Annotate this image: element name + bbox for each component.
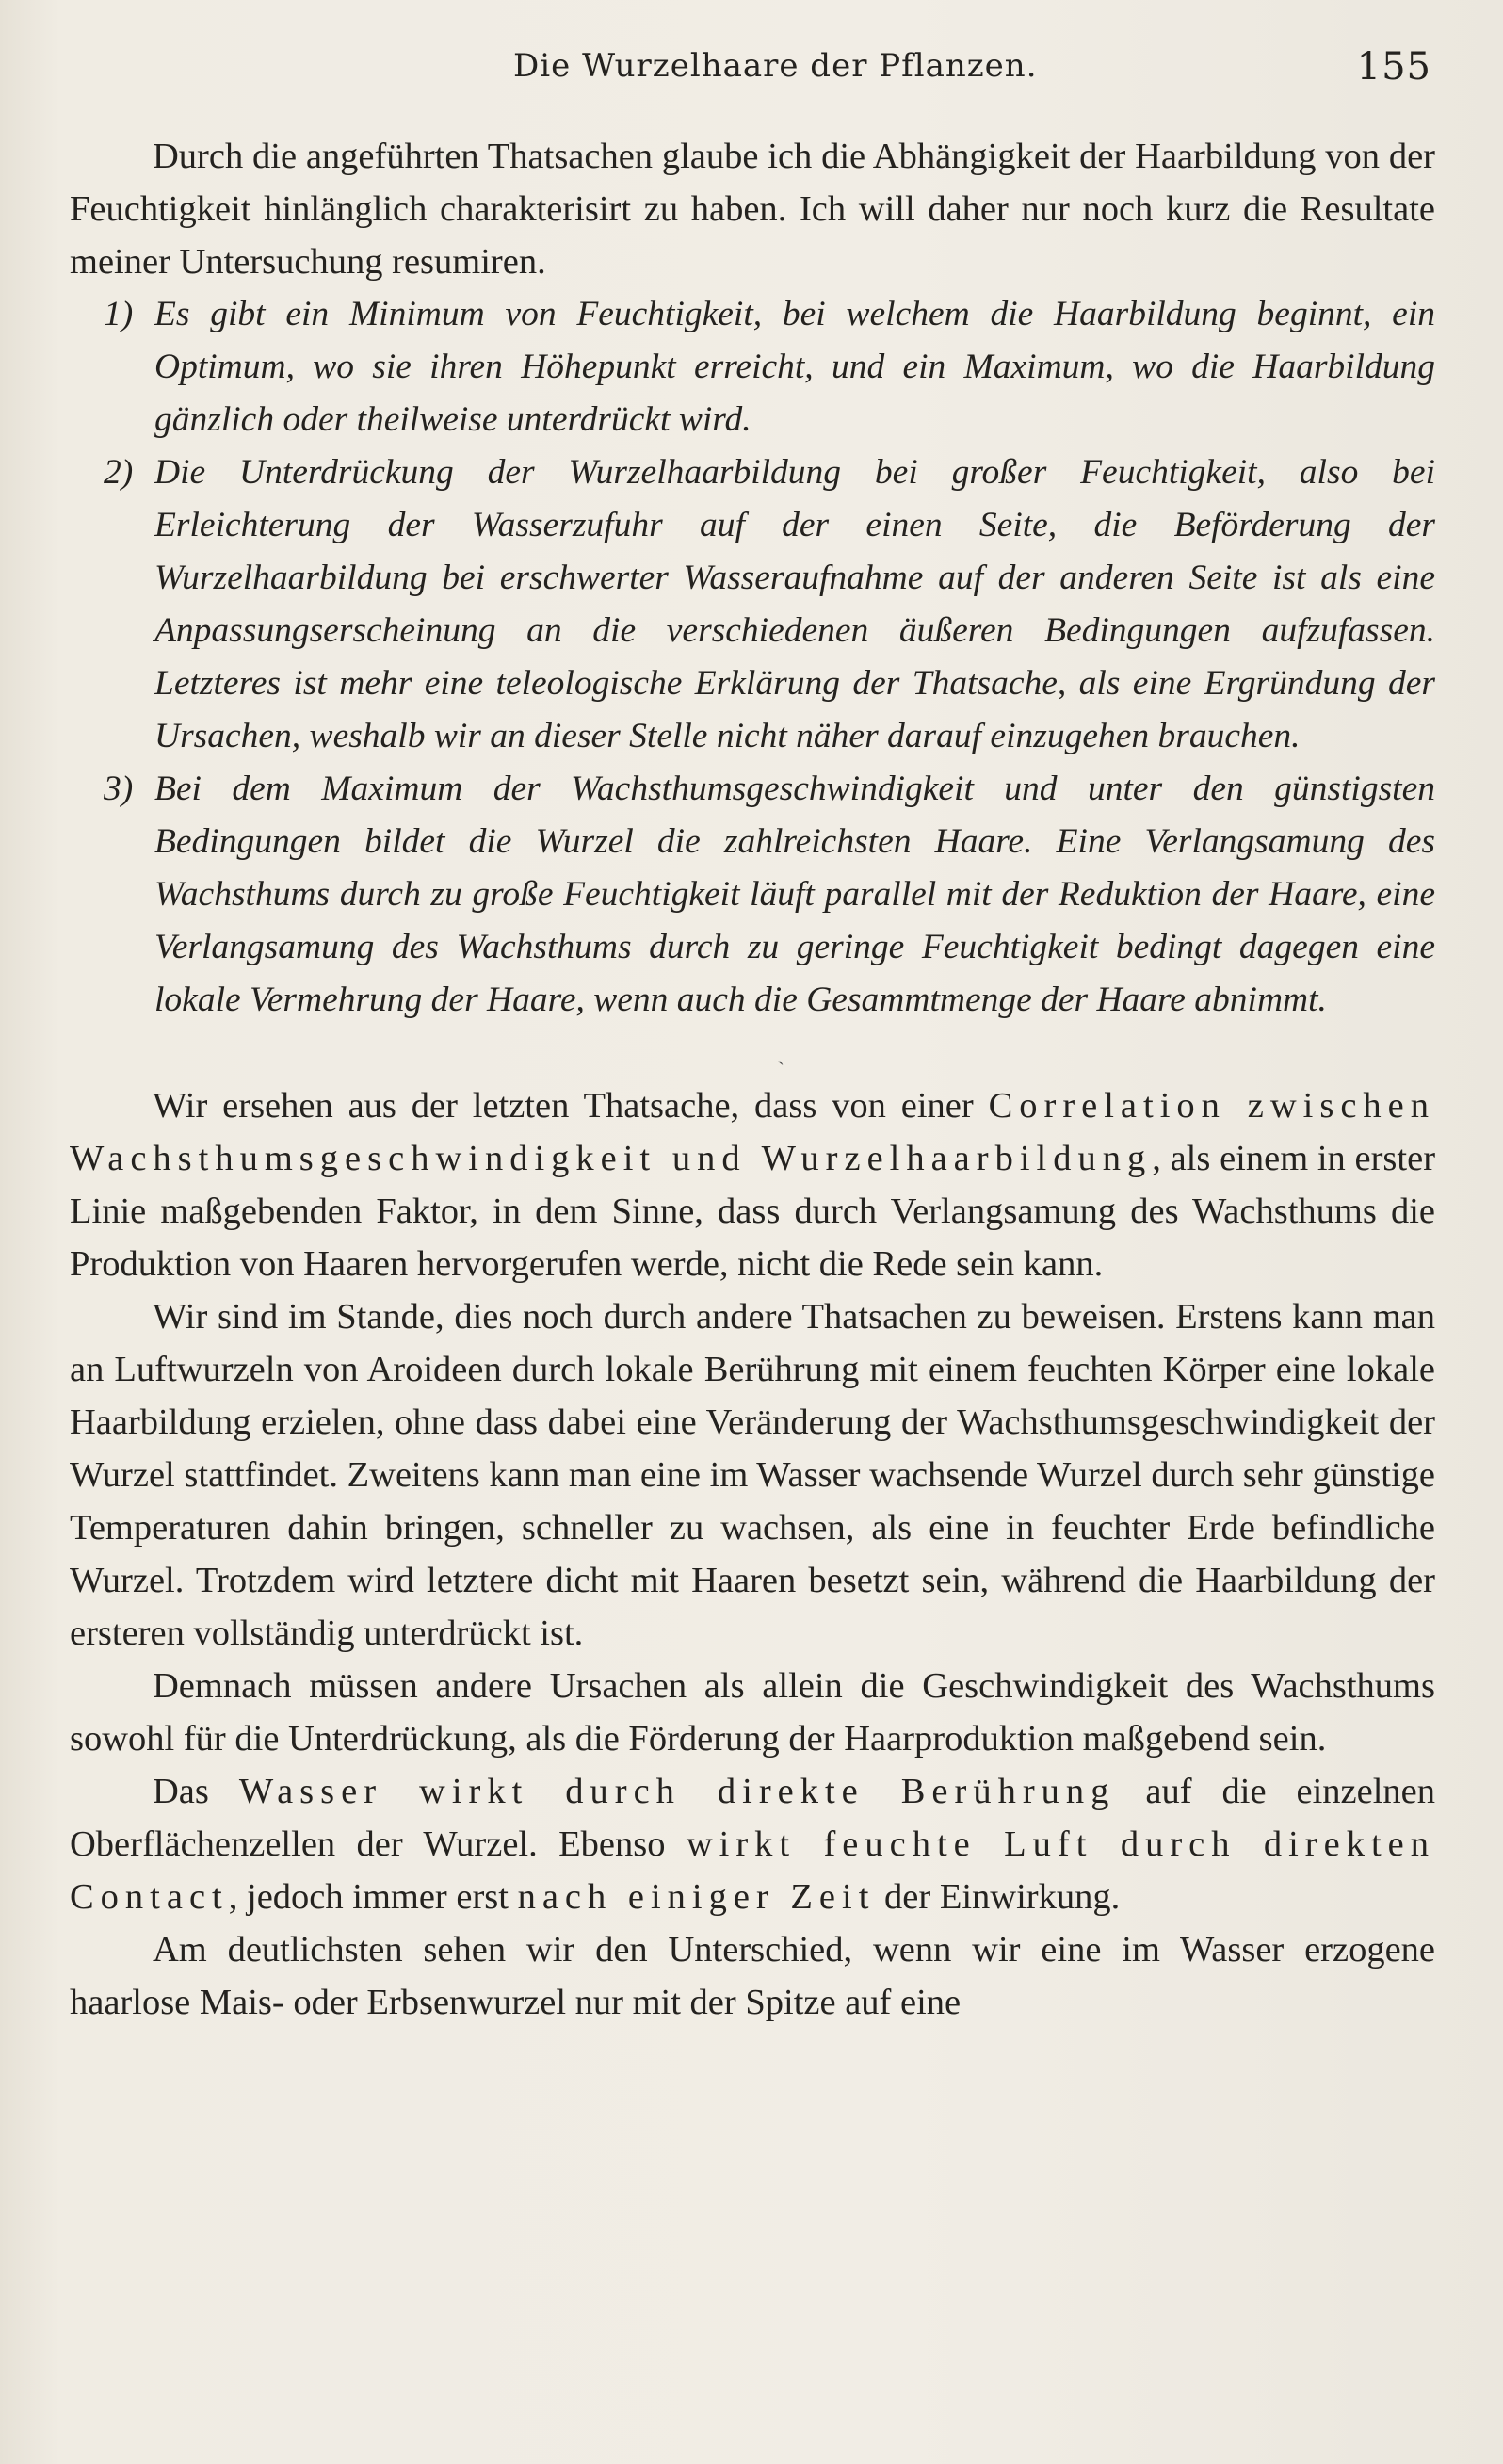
paragraph-text: auf die einzelnen Oberflächenzellen der Wurzel. Ebenso (70, 1772, 1435, 1864)
result-text: Es gibt ein Minimum von Feuchtigkeit, bei welchem die Haarbildung beginnt, ein Optimum, wo sie ihren Höhepunkt erreicht, und ein Maximum, wo die Haarbildung gänzlich oder theilweise unterdrückt wird. (154, 295, 1435, 439)
paragraph-text: , jedoch immer erst (228, 1877, 518, 1917)
evidence-paragraph: Wir sind im Stande, dies noch durch andere Thatsachen zu beweisen. Erstens kann man an Luftwurzeln von Aroideen durch lokale Berührung mit einem feuchten Körper eine lokale Haarbildung erzielen, ohne dass dabei eine Veränderung der Wachsthumsgeschwindigkeit der Wurzel stattfindet. Zweitens kann man eine im Wasser wachsende Wurzel durch sehr günstige Temperaturen dahin bringen, schneller zu wachsen, als eine in feuchter Erde befindliche Wurzel. Trotzdem wird letztere dicht mit Haaren besetzt sein, während die Haarbildung der ersteren vollständig unterdrückt ist. (70, 1297, 1435, 1653)
emphasized-text: wirkt feuchte Luft durch direkten Contact (70, 1824, 1435, 1917)
running-title: Die Wurzelhaare der Pflanzen. (513, 47, 1038, 85)
result-number: 2) (104, 453, 134, 492)
result-item-2 (70, 446, 1435, 763)
results-list (70, 288, 1435, 1027)
water-effect-paragraph (70, 1765, 1435, 1923)
paragraph-text: Wir ersehen aus der letzten Thatsache, dass von einer (153, 1086, 989, 1126)
emphasized-text: Correlation zwischen Wachsthumsgeschwindigkeit und Wurzelhaarbildung (70, 1086, 1435, 1178)
paragraph-text: der Einwirkung. (875, 1877, 1121, 1917)
emphasized-text: Wasser wirkt durch direkte Berührung (238, 1772, 1116, 1811)
closing-paragraph: Am deutlichsten sehen wir den Unterschied, wenn wir eine im Wasser erzogene haarlose Mais- oder Erbsenwurzel nur mit der Spitze auf eine (70, 1930, 1435, 2022)
result-item-3 (70, 763, 1435, 1027)
result-number: 3) (104, 770, 134, 808)
page-body (70, 130, 1435, 2029)
emphasized-text: nach einiger Zeit (517, 1877, 876, 1917)
intro-paragraph: Durch die angeführten Thatsachen glaube ich die Abhängigkeit der Haarbildung von der Feuchtigkeit hinlänglich charakterisirt zu haben. Ich will daher nur noch kurz die Resultate meiner Untersuchung resumiren. (70, 137, 1435, 282)
paragraph-text: Das (153, 1772, 239, 1811)
correlation-paragraph (70, 1079, 1435, 1290)
result-item-1 (70, 288, 1435, 446)
result-text: Die Unterdrückung der Wurzelhaarbildung bei großer Feuchtigkeit, also bei Erleichterung der Wasserzufuhr auf der einen Seite, die Beförderung der Wurzelhaarbildung bei erschwerter Wasseraufnahme auf der anderen Seite ist als eine Anpassungserscheinung an die verschiedenen äußeren Bedingungen aufzufassen. Letzteres ist mehr eine teleologische Erklärung der Thatsache, als eine Ergründung der Ursachen, weshalb wir an dieser Stelle nicht näher darauf einzugehen brauchen. (154, 453, 1435, 755)
paragraph-text: , als einem in erster Linie maßgebenden Faktor, in dem Sinne, dass durch Verlangsamung des Wachsthums die Produktion von Haaren hervorgerufen werde, nicht die Rede sein kann. (70, 1139, 1436, 1284)
page-header (66, 41, 1431, 89)
conclusion-paragraph: Demnach müssen andere Ursachen als allein die Geschwindigkeit des Wachsthums sowohl für die Unterdrückung, als die Förderung der Haarproduktion maßgebend sein. (70, 1666, 1435, 1759)
stray-mark: ˏ (777, 1041, 784, 1065)
result-number: 1) (104, 295, 134, 333)
result-text: Bei dem Maximum der Wachsthumsgeschwindigkeit und unter den günstigsten Bedingungen bildet die Wurzel die zahlreichsten Haare. Eine Verlangsamung des Wachsthums durch zu große Feuchtigkeit läuft parallel mit der Reduktion der Haare, eine Verlangsamung des Wachsthums durch zu geringe Feuchtigkeit bedingt dagegen eine lokale Vermehrung der Haare, wenn auch die Gesammtmenge der Haare abnimmt. (154, 770, 1435, 1019)
page-number: 155 (1356, 45, 1431, 89)
